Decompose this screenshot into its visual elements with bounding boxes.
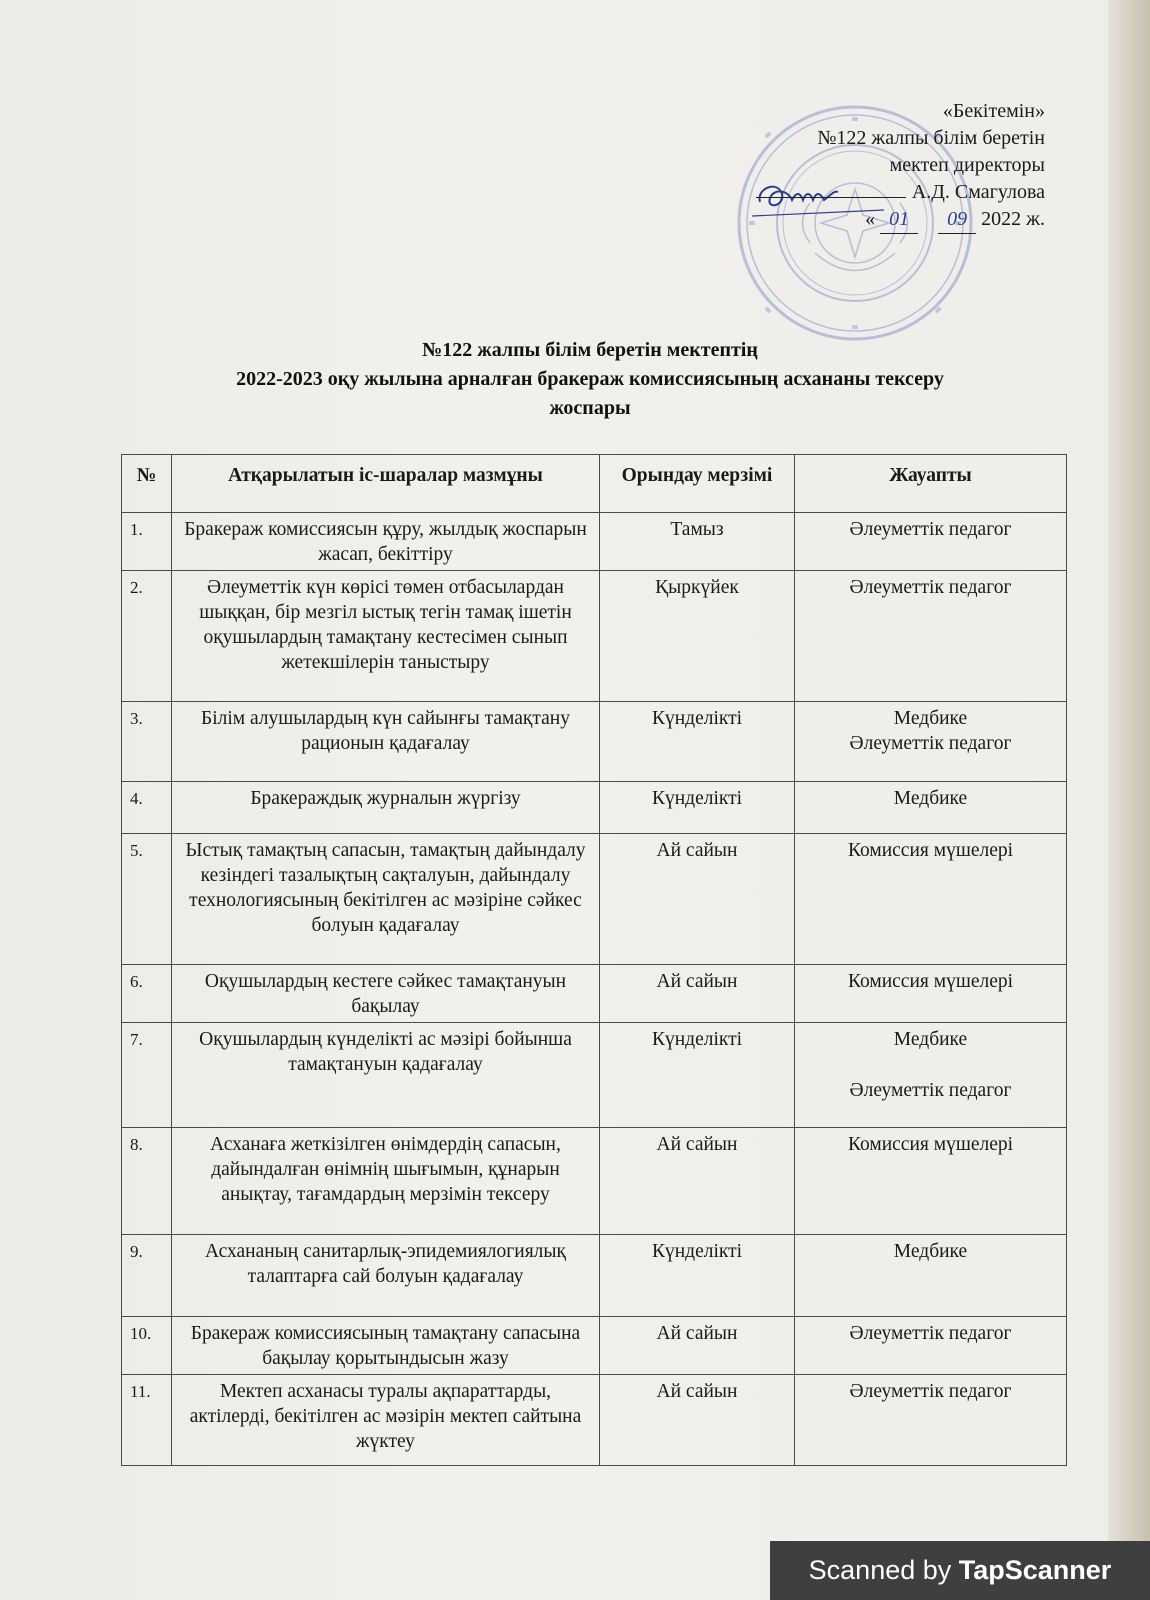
approval-director-name: А.Д. Смагулова — [911, 181, 1045, 203]
table-row — [122, 702, 1067, 782]
row-term: Ай сайын — [600, 1317, 795, 1375]
row-responsible: Комиссия мүшелері — [795, 965, 1067, 1023]
row-content: Білім алушылардың күн сайынғы тамақтану рационын қадағалау — [172, 702, 600, 782]
row-term: Күнделікті — [600, 1235, 795, 1317]
row-responsible: Комиссия мүшелері — [795, 1128, 1067, 1235]
row-responsible: Медбике — [795, 1235, 1067, 1317]
row-responsible-2: Әлеуметтік педагог — [849, 1080, 1012, 1101]
row-content: Ыстық тамақтың сапасын, тамақтың дайындалу кезіндегі тазалықтың сақталуын, дайындалу технологиясының бекітілген ас мәзіріне сәйкес болуын қадағалау — [172, 834, 600, 965]
row-content: Оқушылардың күнделікті ас мәзірі бойынша тамақтануын қадағалау — [172, 1023, 600, 1128]
table-row — [122, 1235, 1067, 1317]
row-responsible-1: Медбике — [893, 1029, 968, 1050]
row-number: 10. — [122, 1317, 172, 1375]
row-number: 5. — [122, 834, 172, 965]
title-line-1: №122 жалпы білім беретін мектептің — [422, 339, 758, 361]
row-term: Ай сайын — [600, 1375, 795, 1466]
row-number: 1. — [122, 513, 172, 571]
row-term: Қыркүйек — [600, 571, 795, 702]
approval-signatory — [685, 179, 1045, 206]
table-row — [122, 1317, 1067, 1375]
header-number: № — [122, 455, 172, 513]
table-row — [122, 1128, 1067, 1235]
table-row — [122, 782, 1067, 834]
row-term: Ай сайын — [600, 834, 795, 965]
row-number: 4. — [122, 782, 172, 834]
row-content: Асханаға жеткізілген өнімдердің сапасын, дайындалған өнімнің шығымын, құнарын анықтау, тағамдардың мерзімін тексеру — [172, 1128, 600, 1235]
row-content: Мектеп асханасы туралы ақпараттарды, актілерді, бекітілген ас мәзірін мектеп сайтына жүктеу — [172, 1375, 600, 1466]
row-term: Тамыз — [600, 513, 795, 571]
approval-date-day: 01 — [880, 206, 918, 234]
row-content: Әлеуметтік күн көрісі төмен отбасылардан шыққан, бір мезгіл ыстық тегін тамақ ішетін оқушылардың тамақтану кестесімен сынып жетекшілерін таныстыру — [172, 571, 600, 702]
page-edge-shadow — [1108, 0, 1150, 1600]
watermark-brand: TapScanner — [958, 1555, 1112, 1585]
table-row — [122, 1023, 1067, 1128]
approval-heading: «Бекітемін» — [942, 100, 1045, 122]
scanner-watermark — [770, 1541, 1150, 1600]
title-line-2: 2022-2023 оқу жылына арналған бракераж комиссиясының асхананы тексеру — [236, 368, 944, 390]
approval-date-month: 09 — [938, 206, 976, 234]
row-responsible-2: Әлеуметтік педагог — [849, 733, 1012, 754]
row-content: Асхананың санитарлық-эпидемиялогиялық талаптарға сай болуын қадағалау — [172, 1235, 600, 1317]
row-term: Күнделікті — [600, 782, 795, 834]
row-term: Күнделікті — [600, 1023, 795, 1128]
row-content: Бракераж комиссиясын құру, жылдық жоспарын жасап, бекіттіру — [172, 513, 600, 571]
row-content: Бракераж комиссиясының тамақтану сапасына бақылау қорытындысын жазу — [172, 1317, 600, 1375]
row-number: 11. — [122, 1375, 172, 1466]
approval-date-open: « — [865, 208, 876, 230]
row-number: 9. — [122, 1235, 172, 1317]
title-line-3: жоспары — [549, 397, 631, 419]
approval-school: №122 жалпы білім беретін — [817, 127, 1045, 149]
watermark-prefix: Scanned by — [808, 1555, 959, 1585]
header-responsible: Жауапты — [795, 455, 1067, 513]
header-content: Атқарылатын іс-шаралар мазмұны — [172, 455, 600, 513]
row-term: Күнделікті — [600, 702, 795, 782]
inspection-plan-table — [121, 454, 1067, 1466]
row-responsible — [795, 1023, 1067, 1128]
header-term: Орындау мерзімі — [600, 455, 795, 513]
row-responsible: Әлеуметтік педагог — [795, 1317, 1067, 1375]
table-row — [122, 834, 1067, 965]
row-number: 3. — [122, 702, 172, 782]
row-number: 8. — [122, 1128, 172, 1235]
row-number: 2. — [122, 571, 172, 702]
row-responsible: Медбике — [795, 782, 1067, 834]
row-responsible: Әлеуметтік педагог — [795, 1375, 1067, 1466]
approval-block — [685, 98, 1045, 234]
document-title — [120, 336, 1060, 423]
row-content: Бракераждық журналын жүргізу — [172, 782, 600, 834]
row-responsible: Комиссия мүшелері — [795, 834, 1067, 965]
row-number: 6. — [122, 965, 172, 1023]
row-responsible-1: Медбике — [893, 708, 968, 729]
approval-position: мектеп директоры — [889, 154, 1045, 176]
row-term: Ай сайын — [600, 965, 795, 1023]
row-number: 7. — [122, 1023, 172, 1128]
row-responsible: Әлеуметтік педагог — [795, 571, 1067, 702]
table-row — [122, 571, 1067, 702]
row-responsible — [795, 702, 1067, 782]
table-row — [122, 965, 1067, 1023]
approval-date-year: 2022 ж. — [981, 208, 1045, 230]
row-term: Ай сайын — [600, 1128, 795, 1235]
table-row — [122, 1375, 1067, 1466]
table-header-row — [122, 455, 1067, 513]
row-content: Оқушылардың кестеге сәйкес тамақтануын бақылау — [172, 965, 600, 1023]
table-row — [122, 513, 1067, 571]
approval-date — [685, 206, 1045, 234]
row-responsible: Әлеуметтік педагог — [795, 513, 1067, 571]
